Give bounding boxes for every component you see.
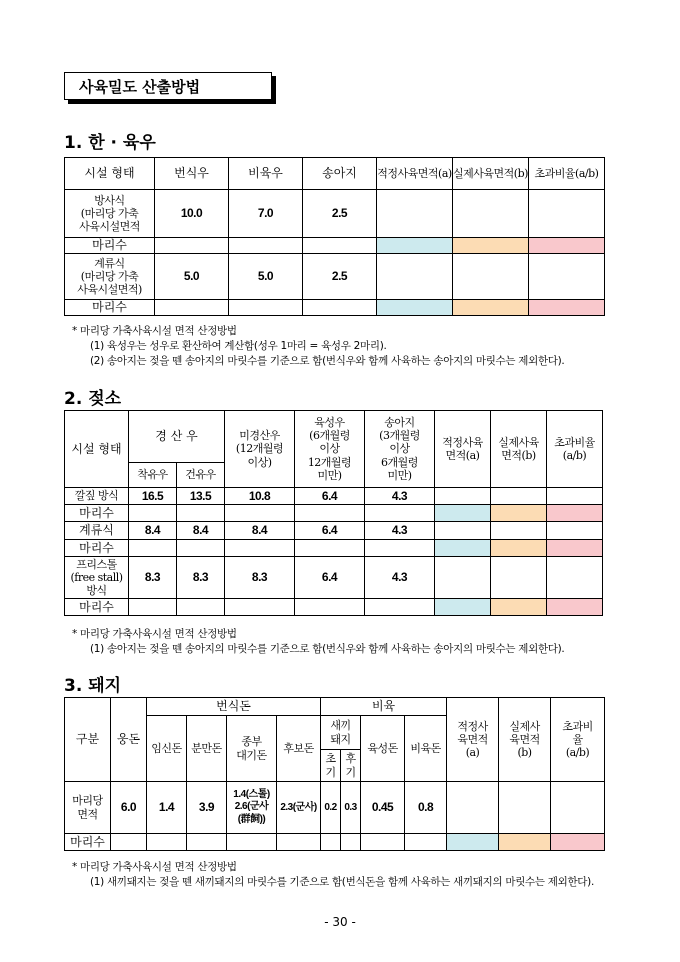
- value-cell: 0.8: [405, 782, 447, 834]
- header-ratio: 초과비율 (a/b): [547, 411, 603, 488]
- area-b-cell: [491, 488, 547, 505]
- header-area-a: 적정사육 면적(a): [435, 411, 491, 488]
- note-line: * 마리당 가축사육시설 면적 산정방법: [72, 861, 237, 873]
- ratio-highlight: [547, 599, 603, 616]
- value-cell: 8.3: [177, 557, 225, 599]
- area-b-highlight: [491, 599, 547, 616]
- value-cell: 2.5: [303, 254, 377, 300]
- value-cell: 8.3: [129, 557, 177, 599]
- value-cell: 4.3: [365, 557, 435, 599]
- count-cell: [187, 834, 227, 851]
- count-cell: [155, 238, 229, 254]
- value-cell: 8.4: [177, 522, 225, 540]
- header-area-b: 실제사육 면적(b): [491, 411, 547, 488]
- area-b-highlight: [491, 540, 547, 557]
- header-dry: 건유우: [177, 463, 225, 488]
- value-cell: 16.5: [129, 488, 177, 505]
- header-calf: 송아지: [303, 158, 377, 190]
- count-label: 마리수: [65, 599, 129, 616]
- note-line: * 마리당 가축사육시설 면적 산정방법: [72, 628, 237, 640]
- ratio-highlight: [547, 540, 603, 557]
- section2-notes: [72, 627, 564, 657]
- row-label: 계류식 (마리당 가축 사육시설면적): [65, 254, 155, 300]
- value-cell: 10.8: [225, 488, 295, 505]
- count-label: 마리수: [65, 540, 129, 557]
- ratio-cell: [529, 190, 605, 238]
- count-cell: [225, 505, 295, 522]
- value-cell: 0.3: [341, 782, 361, 834]
- count-label: 마리수: [65, 505, 129, 522]
- header-ratio: 초과비 율 (a/b): [551, 698, 605, 782]
- area-b-cell: [499, 782, 551, 834]
- row-label: 깔짚 방식: [65, 488, 129, 505]
- header-grower: 육성돈: [361, 716, 405, 782]
- value-cell: 5.0: [155, 254, 229, 300]
- ratio-highlight: [551, 834, 605, 851]
- row-label: 마리당 면적: [65, 782, 111, 834]
- count-cell: [147, 834, 187, 851]
- header-calf: 송아지 (3개월령 이상 6개월령 미만): [365, 411, 435, 488]
- count-cell: [321, 834, 341, 851]
- header-heifer: 미경산우 (12개월령 이상): [225, 411, 295, 488]
- area-a-cell: [377, 254, 453, 300]
- ratio-highlight: [529, 300, 605, 316]
- header-ratio: 초과비율(a/b): [529, 158, 605, 190]
- area-a-cell: [435, 557, 491, 599]
- header-pregnant-sow: 임신돈: [147, 716, 187, 782]
- ratio-cell: [547, 488, 603, 505]
- value-cell: 0.2: [321, 782, 341, 834]
- count-cell: [177, 599, 225, 616]
- area-a-highlight: [435, 599, 491, 616]
- header-facility: 시설 형태: [65, 411, 129, 488]
- note-line: * 마리당 가축사육시설 면적 산정방법: [72, 325, 237, 337]
- count-cell: [227, 834, 277, 851]
- area-a-highlight: [435, 505, 491, 522]
- value-cell: 5.0: [229, 254, 303, 300]
- ratio-cell: [529, 254, 605, 300]
- area-b-highlight: [453, 238, 529, 254]
- value-cell: 6.0: [111, 782, 147, 834]
- header-piglet-early: 초 기: [321, 750, 341, 782]
- note-line: (1) 송아지는 젖을 뗀 송아지의 마릿수를 기준으로 함(번식우와 함께 사육하는 송아지의 마릿수는 제외한다).: [90, 643, 565, 655]
- value-cell: 0.45: [361, 782, 405, 834]
- count-cell: [295, 505, 365, 522]
- count-cell: [129, 505, 177, 522]
- area-a-highlight: [377, 300, 453, 316]
- value-cell: 1.4: [147, 782, 187, 834]
- count-label: 마리수: [65, 834, 111, 851]
- area-b-highlight: [499, 834, 551, 851]
- count-label: 마리수: [65, 300, 155, 316]
- count-cell: [225, 599, 295, 616]
- count-cell: [277, 834, 321, 851]
- count-cell: [365, 540, 435, 557]
- header-piglet-late: 후 기: [341, 750, 361, 782]
- value-cell: 8.3: [225, 557, 295, 599]
- ratio-highlight: [529, 238, 605, 254]
- row-label: 프리스톨 (free stall) 방식: [65, 557, 129, 599]
- count-cell: [177, 540, 225, 557]
- value-cell: 6.4: [295, 488, 365, 505]
- area-b-cell: [453, 190, 529, 238]
- count-cell: [229, 238, 303, 254]
- header-parous: 경 산 우: [129, 411, 225, 463]
- header-area-b: 실제사육면적(b): [453, 158, 529, 190]
- value-cell: 6.4: [295, 522, 365, 540]
- count-cell: [129, 540, 177, 557]
- header-candidate-gilt: 후보돈: [277, 716, 321, 782]
- value-cell: 2.5: [303, 190, 377, 238]
- page-number: - 30 -: [324, 915, 356, 929]
- row-label: 방사식 (마리당 가축 사육시설면적: [65, 190, 155, 238]
- area-b-cell: [491, 522, 547, 540]
- count-cell: [229, 300, 303, 316]
- page-title: 사육밀도 산출방법: [64, 72, 272, 100]
- header-category: 구분: [65, 698, 111, 782]
- header-area-b: 실제사 육면적 (b): [499, 698, 551, 782]
- ratio-highlight: [547, 505, 603, 522]
- value-cell: 10.0: [155, 190, 229, 238]
- area-a-highlight: [377, 238, 453, 254]
- header-young: 육성우 (6개월령 이상 12개월령 미만): [295, 411, 365, 488]
- value-cell: 8.4: [129, 522, 177, 540]
- header-breeding-sow: 번식돈: [147, 698, 321, 716]
- area-a-cell: [377, 190, 453, 238]
- count-label: 마리수: [65, 238, 155, 254]
- value-cell: 3.9: [187, 782, 227, 834]
- count-cell: [155, 300, 229, 316]
- count-cell: [295, 599, 365, 616]
- header-finisher: 비육돈: [405, 716, 447, 782]
- section3-notes: [72, 860, 594, 890]
- value-cell: 6.4: [295, 557, 365, 599]
- area-a-cell: [435, 522, 491, 540]
- value-cell: 4.3: [365, 522, 435, 540]
- area-a-highlight: [447, 834, 499, 851]
- value-cell: 7.0: [229, 190, 303, 238]
- area-b-cell: [453, 254, 529, 300]
- section3-heading: 3. 돼지: [64, 676, 122, 696]
- header-fattening-cow: 비육우: [229, 158, 303, 190]
- count-cell: [341, 834, 361, 851]
- value-cell: 8.4: [225, 522, 295, 540]
- value-cell: 4.3: [365, 488, 435, 505]
- section1-heading: 1. 한 · 육우: [64, 133, 156, 153]
- value-cell: 1.4(스톨) 2.6(군사 (群飼)): [227, 782, 277, 834]
- count-cell: [361, 834, 405, 851]
- count-cell: [303, 300, 377, 316]
- area-b-cell: [491, 557, 547, 599]
- count-cell: [405, 834, 447, 851]
- value-cell: 13.5: [177, 488, 225, 505]
- note-line: (2) 송아지는 젖을 뗀 송아지의 마릿수를 기준으로 함(번식우와 함께 사육하는 송아지의 마릿수는 제외한다).: [90, 355, 565, 367]
- section1-notes: [72, 324, 564, 369]
- row-label: 계류식: [65, 522, 129, 540]
- count-cell: [295, 540, 365, 557]
- section2-heading: 2. 젖소: [64, 389, 122, 409]
- area-a-highlight: [435, 540, 491, 557]
- note-line: (1) 육성우는 성우로 환산하여 계산함(성우 1마리 = 육성우 2마리).: [90, 340, 387, 352]
- area-a-cell: [435, 488, 491, 505]
- count-cell: [177, 505, 225, 522]
- count-cell: [365, 599, 435, 616]
- header-area-a: 적정사육면적(a): [377, 158, 453, 190]
- header-breeding-cow: 번식우: [155, 158, 229, 190]
- value-cell: 2.3(군사): [277, 782, 321, 834]
- count-cell: [365, 505, 435, 522]
- header-lactating-sow: 분만돈: [187, 716, 227, 782]
- area-b-highlight: [491, 505, 547, 522]
- note-line: (1) 새끼돼지는 젖을 뗀 새끼돼지의 마릿수를 기준으로 함(번식돈을 함께 사육하는 새끼돼지의 마릿수는 제외한다).: [90, 876, 594, 888]
- ratio-cell: [547, 557, 603, 599]
- count-cell: [303, 238, 377, 254]
- header-fattening-pig: 비육: [321, 698, 447, 716]
- dairy-table: [64, 410, 603, 616]
- header-milking: 착유우: [129, 463, 177, 488]
- cattle-table: [64, 157, 605, 316]
- count-cell: [111, 834, 147, 851]
- header-boar: 웅돈: [111, 698, 147, 782]
- count-cell: [129, 599, 177, 616]
- area-b-highlight: [453, 300, 529, 316]
- header-replacement-gilt: 종부 대기돈: [227, 716, 277, 782]
- pig-table: [64, 697, 605, 851]
- header-area-a: 적정사 육면적 (a): [447, 698, 499, 782]
- count-cell: [225, 540, 295, 557]
- area-a-cell: [447, 782, 499, 834]
- ratio-cell: [551, 782, 605, 834]
- header-piglet: 새끼 돼지: [321, 716, 361, 750]
- header-facility: 시설 형태: [65, 158, 155, 190]
- ratio-cell: [547, 522, 603, 540]
